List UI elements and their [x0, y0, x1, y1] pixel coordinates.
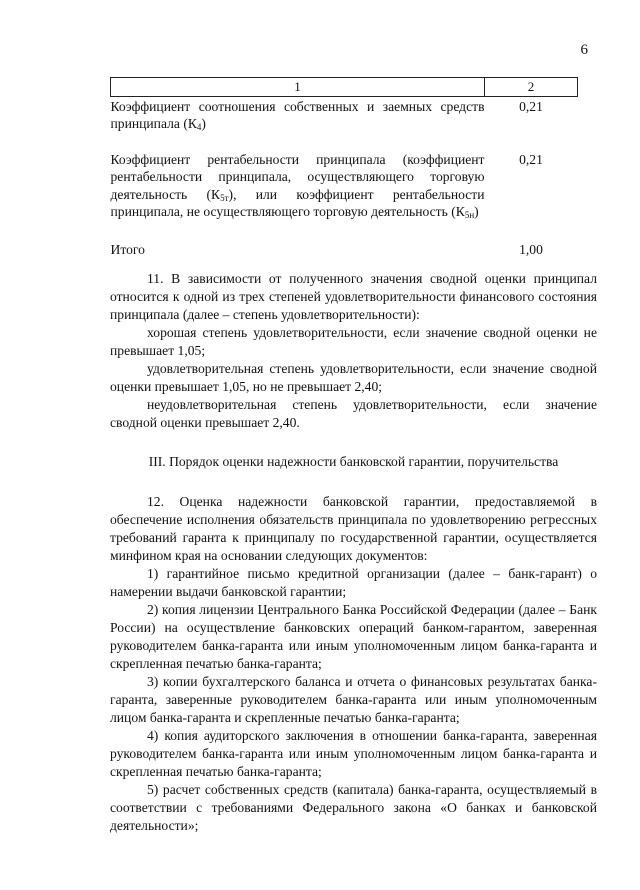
paragraph-11-good: хорошая степень удовлетворительности, если значение сводной оценки не превышает 1,05; — [110, 325, 597, 358]
section-heading: III. Порядок оценки надежности банковской гарантии, поручительства — [148, 454, 559, 469]
table-cell-label: Итого — [110, 241, 145, 257]
paragraph-12-item-3: 3) копии бухгалтерского баланса и отчета о финансовых результатах банка-гаранта, заверенные руководителем банка-гаранта или иным уполномоченным лицом банка-гаранта и скрепленные печатью банка-гаранта; — [110, 674, 597, 725]
document-body — [110, 270, 597, 835]
paragraph-11-unsatisfactory: неудовлетворительная степень удовлетворительности, если значение сводной оценки превышает 2,40. — [110, 397, 597, 430]
paragraph-12-item-4: 4) копия аудиторского заключения в отношении банка-гаранта, заверенная руководителем банка-гаранта или иным уполномоченным лицом банка-гаранта и скрепленная печатью банка-гаранта; — [110, 728, 597, 779]
table-cell-value: 0,21 — [519, 98, 543, 114]
coefficients-table — [110, 77, 578, 258]
table-header-col-2: 2 — [485, 78, 578, 97]
table-cell-value: 0,21 — [519, 151, 543, 167]
label-text: ) — [474, 204, 479, 219]
paragraph-11-satisfactory: удовлетворительная степень удовлетворительности, если значение сводной оценки превышает 1,05, но не превышает 2,40; — [110, 361, 597, 394]
table-row-total — [111, 241, 578, 259]
table-header-row — [111, 78, 578, 97]
paragraph-12-item-2: 2) копия лицензии Центрального Банка Российской Федерации (далее – Банк России) на осуществление банковских операций банком-гарантом, заверенная руководителем банка-гаранта или иным уполномоченным лицом банка-гаранта и скрепленная печатью банка-гаранта; — [110, 602, 597, 671]
table-header-col-1: 1 — [111, 78, 485, 97]
table-row — [111, 151, 578, 241]
label-subscript: 5т — [220, 192, 229, 203]
table-cell-label — [111, 151, 485, 241]
label-text: ), или коэффициент рентабельности принципала, не осуществляющего торговую деятельность (К — [110, 186, 485, 219]
table-cell-value: 1,00 — [519, 241, 543, 257]
page-number: 6 — [580, 42, 588, 58]
label-subscript: 4 — [196, 122, 202, 132]
paragraph-12: 12. Оценка надежности банковской гарантии, предоставляемой в обеспечение исполнения обязательств принципала по удовлетворению регрессных требований гаранта к принципалу по государственной гарантии, осуществляется минфином края на основании следующих документов: — [110, 494, 597, 563]
table-cell-label — [111, 96, 485, 151]
paragraph-11: 11. В зависимости от полученного значения сводной оценки принципал относится к одной из трех степеней удовлетворительности финансового состояния принципала (далее – степень удовлетворительности): — [110, 271, 597, 322]
paragraph-12-item-5: 5) расчет собственных средств (капитала) банка-гаранта, осуществляемый в соответствии с требованиями Федерального закона «О банках и банковской деятельности»; — [110, 782, 597, 833]
label-text: ) — [201, 116, 206, 131]
paragraph-12-item-1: 1) гарантийное письмо кредитной организации (далее – банк-гарант) о намерении выдачи банковской гарантии; — [110, 566, 597, 599]
label-text: Коэффициент соотношения собственных и заемных средств принципала (К — [110, 98, 485, 131]
label-text: Коэффициент рентабельности принципала (коэффициент рентабельности принципала, осуществляющего торговую деятельность (К — [110, 151, 485, 202]
label-subscript: 5н — [464, 210, 475, 220]
table-row — [111, 96, 578, 151]
